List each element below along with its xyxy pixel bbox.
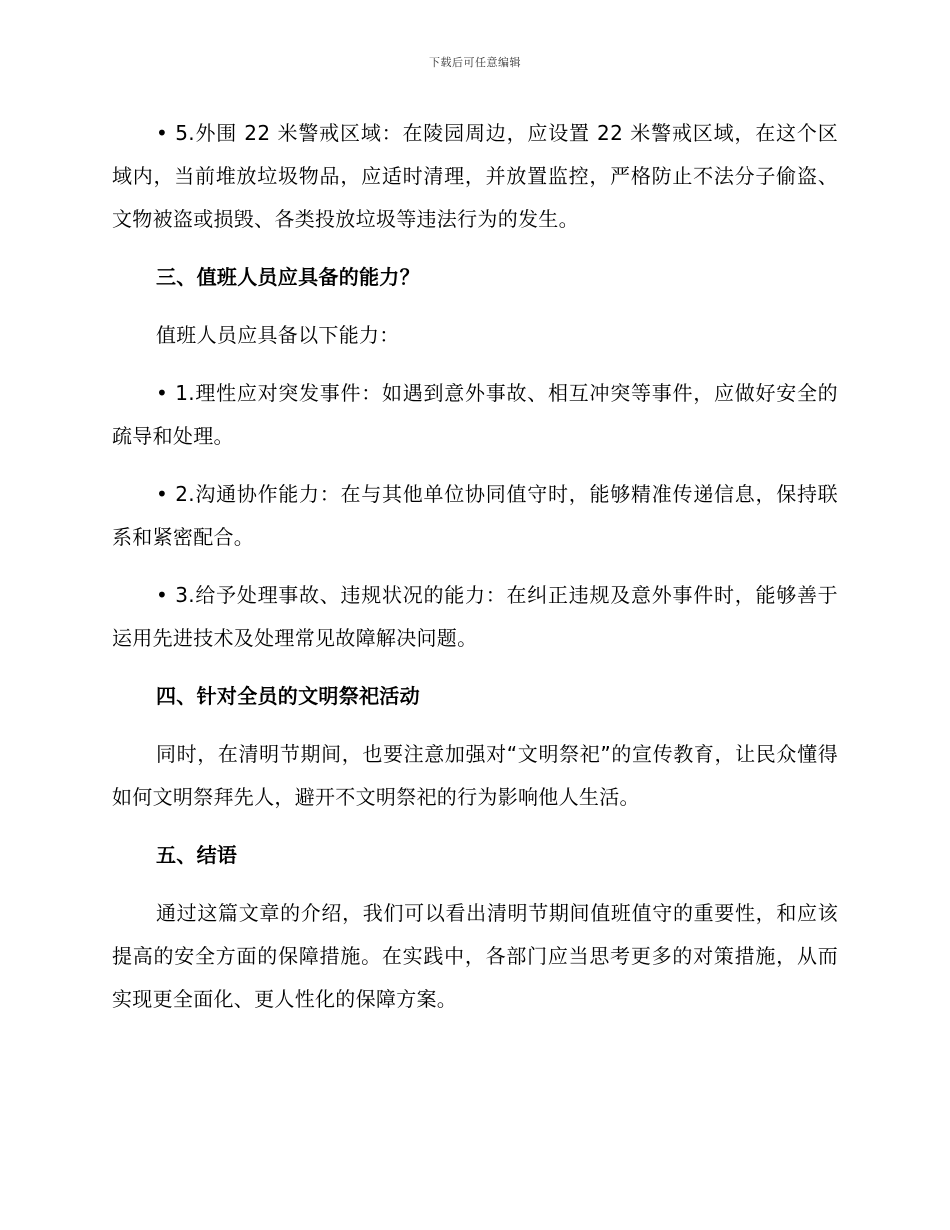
paragraph-ability-1: • 1.理性应对突发事件：如遇到意外事故、相互冲突等事件，应做好安全的疏导和处理。: [112, 381, 838, 448]
paragraph-conclusion: 通过这篇文章的介绍，我们可以看出清明节期间值班值守的重要性，和应该提高的安全方面的保障措施。在实践中，各部门应当思考更多的对策措施，从而实现更全面化、更人性化的保障方案。: [112, 901, 838, 1011]
spacer: [112, 877, 838, 892]
paragraph-abilities-intro: 值班人员应具备以下能力：: [156, 323, 400, 347]
section-heading-3: 三、值班人员应具备的能力？: [156, 265, 420, 289]
spacer: [112, 241, 838, 256]
spacer: [112, 819, 838, 834]
document-body: [112, 112, 838, 1021]
page-header-note: 下载后可任意编辑: [429, 56, 521, 69]
spacer: [112, 559, 838, 574]
section-heading-4: 四、针对全员的文明祭祀活动: [156, 684, 420, 708]
section-heading-5: 五、结语: [156, 843, 238, 867]
paragraph-outer-zone: • 5.外围 22 米警戒区域：在陵园周边，应设置 22 米警戒区域，在这个区域内，当前堆放垃圾物品，应适时清理，并放置监控，严格防止不法分子偷盗、文物被盗或损毁、各类投放垃圾等违法行为的发生。: [112, 121, 838, 231]
paragraph-ability-2: • 2.沟通协作能力：在与其他单位协同值守时，能够精准传递信息，保持联系和紧密配合。: [112, 482, 838, 549]
spacer: [112, 458, 838, 473]
paragraph-civilized-worship: 同时，在清明节期间，也要注意加强对“文明祭祀”的宣传教育，让民众懂得如何文明祭拜先人，避开不文明祭祀的行为影响他人生活。: [112, 742, 838, 809]
spacer: [112, 660, 838, 675]
paragraph-ability-3: • 3.给予处理事故、违规状况的能力：在纠正违规及意外事件时，能够善于运用先进技术及处理常见故障解决问题。: [112, 583, 838, 650]
spacer: [112, 718, 838, 733]
spacer: [112, 299, 838, 314]
spacer: [112, 357, 838, 372]
